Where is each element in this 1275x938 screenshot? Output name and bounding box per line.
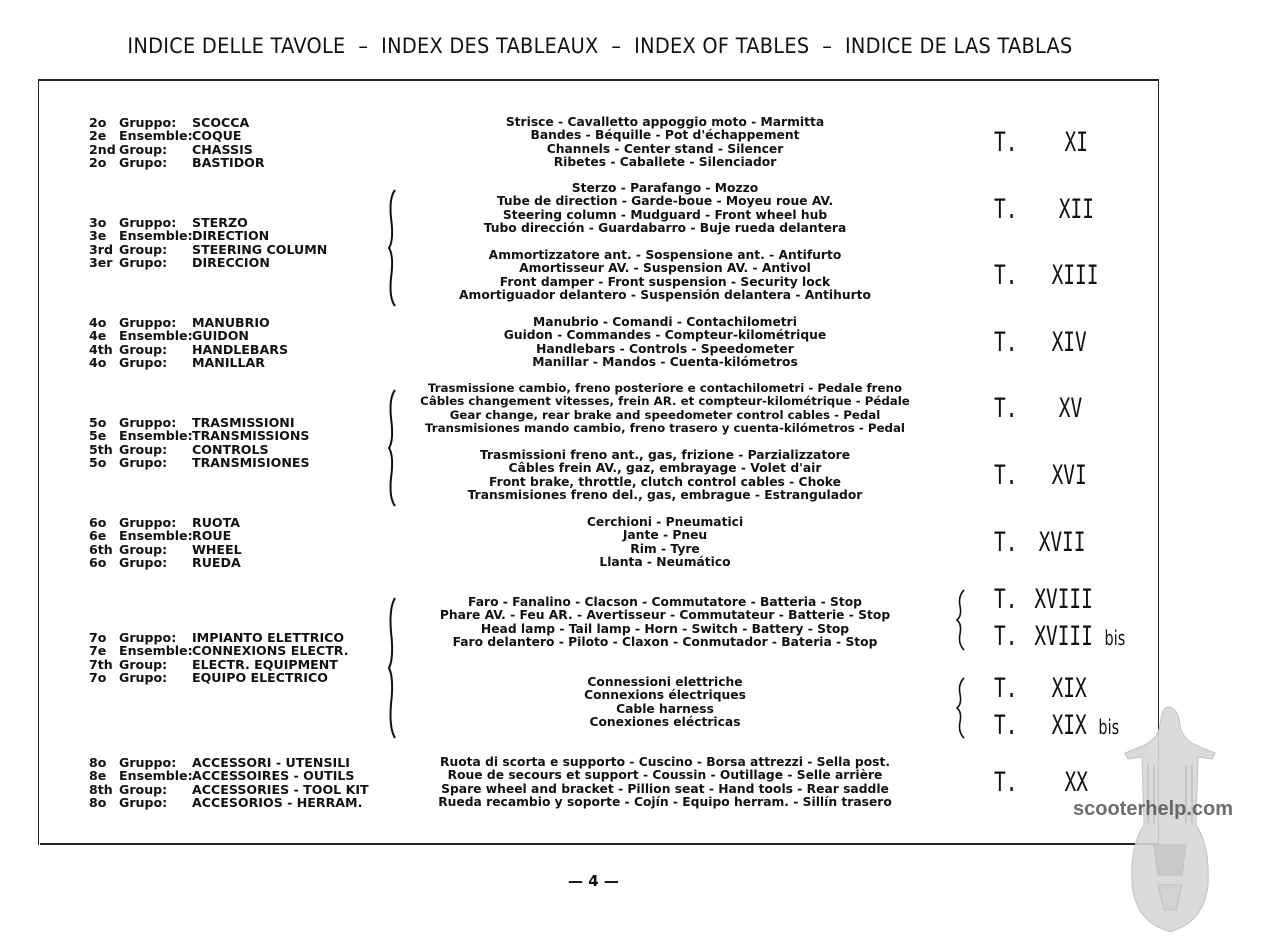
description-line: Tubo dirección - Guardabarro - Buje rueda delantera [483,221,847,236]
group-name: STEERING COLUMN [192,241,328,257]
group-name: MANUBRIO [192,315,270,330]
group-number: 6th [89,541,113,557]
group-label: Gruppo: [119,215,177,230]
table-suffix: bis [1104,626,1126,650]
group-number: 7e [89,643,107,659]
group-number: 4o [89,355,107,371]
group-name: CHASSIS [192,141,253,157]
group-label: Group: [119,656,168,672]
description-line: Ribetes - Caballete - Silenciador [553,155,777,170]
table-numeral: XI [1064,127,1088,158]
group-name: RUOTA [192,515,240,530]
group-label: Gruppo: [119,630,177,645]
description-line: Transmisiones freno del., gas, embrague - Estrangulador [467,488,863,503]
group-number: 8o [89,755,107,770]
description-block [400,756,930,810]
description-line: Manubrio - Comandi - Contachilometri [533,315,797,329]
description-line: Spare wheel and bracket - Pillion seat - Hand tools - Rear saddle [441,781,889,796]
description-line: Gear change, rear brake and speedometer control cables - Pedal [449,407,881,422]
group-name: ACCESSORI - UTENSILI [192,755,350,770]
group-label: Ensemble: [119,768,193,784]
description-line: Faro - Fanalino - Clacson - Commutatore - Batteria - Stop [468,595,862,609]
group-label: Grupo: [119,670,168,686]
description-line: Trasmissione cambio, freno posteriore e contachilometri - Pedale freno [427,381,903,395]
description-line: Amortisseur AV. - Suspension AV. - Antivol [519,261,811,276]
description-line: Jante - Pneu [622,528,708,543]
table-brace [954,676,968,740]
group-number: 3e [89,228,107,244]
group-7 [89,631,349,685]
group-label: Ensemble: [119,128,193,144]
table-prefix: T. [994,127,1018,158]
description-line: Connexions électriques [584,688,746,703]
group-label: Grupo: [119,355,168,371]
description-line: Phare AV. - Feu AR. - Avertisseur - Commutateur - Batterie - Stop [439,608,891,623]
page-number: — 4 — [568,872,619,890]
description-line: Head lamp - Tail lamp - Horn - Switch - Battery - Stop [480,621,850,636]
group-label: Gruppo: [119,415,177,430]
table-numeral: XIX [1051,673,1087,704]
group-label: Grupo: [119,795,168,811]
description-line: Front damper - Front suspension - Security lock [499,274,831,289]
description-line: Manillar - Mandos - Cuenta-kilómetros [532,355,798,370]
group-label: Gruppo: [119,115,177,130]
group-number: 3o [89,215,107,230]
page-title: INDICE DELLE TAVOLE – INDEX DES TABLEAUX – INDEX OF TABLES – INDICE DE LAS TABLAS [127,34,1073,58]
description-line: Câbles changement vitesses, frein AR. et compteur-kilométrique - Pédale [420,394,910,409]
group-number: 3er [89,255,113,271]
group-number: 4th [89,341,113,357]
description-line: Handlebars - Controls - Speedometer [536,341,794,356]
group-label: Ensemble: [119,328,193,344]
group-number: 7o [89,630,107,645]
table-prefix: T. [994,710,1018,741]
table-ref-xvii[interactable] [994,528,1085,558]
group-number: 7o [89,670,107,686]
group-label: Grupo: [119,455,168,471]
table-ref-xix[interactable] [994,674,1087,704]
description-line: Roue de secours et support - Coussin - Outillage - Selle arrière [447,768,883,783]
group-name: DIRECTION [192,228,270,244]
table-prefix: T. [994,327,1018,358]
group-label: Group: [119,141,168,157]
group-name: BASTIDOR [192,155,265,171]
group-number: 8e [89,768,107,784]
group-6 [89,516,242,570]
group-number: 7th [89,656,113,672]
group-number: 2e [89,128,107,144]
description-line: Trasmissioni freno ant., gas, frizione - Parzializzatore [479,448,851,462]
group-label: Ensemble: [119,643,193,659]
group-label: Group: [119,241,168,257]
group-name: TRANSMISSIONS [192,428,310,444]
table-numeral: XII [1058,194,1094,225]
group-name: CONNEXIONS ELECTR. [192,643,349,659]
group-name: TRASMISSIONI [192,415,295,430]
group-5 [89,416,310,470]
description-line: Rim - Tyre [630,541,700,556]
group-label: Gruppo: [119,315,177,330]
table-ref-xviii-bis[interactable] [994,622,1125,653]
description-line: Ruota di scorta e supporto - Cuscino - Borsa attrezzi - Sella post. [439,755,891,769]
group-number: 4o [89,315,107,330]
table-numeral: XVIII [1034,621,1093,652]
description-line: Cerchioni - Pneumatici [586,515,744,529]
group-label: Ensemble: [119,528,193,544]
table-prefix: T. [994,584,1018,615]
table-ref-xviii[interactable] [994,585,1093,615]
group-label: Group: [119,541,168,557]
group-name: RUEDA [192,555,241,571]
table-prefix: T. [994,621,1018,652]
group-label: Ensemble: [119,428,193,444]
watermark-text: scooterhelp.com [1073,798,1234,820]
bottom-rule [40,843,1158,845]
group-number: 2o [89,155,107,171]
group-label: Group: [119,441,168,457]
group-3 [89,216,327,270]
table-numeral: XV [1058,393,1083,424]
table-numeral: XIII [1051,260,1099,291]
group-label: Grupo: [119,155,168,171]
description-block [400,249,930,303]
group-name: WHEEL [192,541,242,557]
group-name: COQUE [192,128,242,144]
group-brace [385,388,401,508]
description-line: Steering column - Mudguard - Front wheel hub [502,207,828,222]
description-block [400,516,930,570]
group-number: 5o [89,455,107,471]
group-name: MANILLAR [192,355,265,371]
description-line: Ammortizzatore ant. - Sospensione ant. - Antifurto [488,248,842,262]
group-number: 5e [89,428,107,444]
table-numeral: XIV [1051,327,1087,358]
description-block [400,116,930,170]
description-line: Llanta - Neumático [599,555,731,570]
group-name: SCOCCA [192,115,250,130]
group-name: ACCESSORIES - TOOL KIT [192,781,369,797]
description-line: Amortiguador delantero - Suspensión delantera - Antihurto [459,288,871,303]
group-label: Grupo: [119,255,168,271]
group-label: Gruppo: [119,515,177,530]
group-number: 8th [89,781,113,797]
group-name: DIRECCION [192,255,270,271]
description-line: Rueda recambio y soporte - Cojín - Equipo herram. - Sillín trasero [438,795,892,810]
group-number: 6o [89,515,107,530]
group-label: Gruppo: [119,755,177,770]
table-prefix: T. [994,527,1018,558]
group-name: EQUIPO ELECTRICO [192,670,328,686]
table-ref-xi[interactable] [994,128,1088,158]
description-line: Connessioni elettriche [587,675,743,689]
group-number: 5o [89,415,107,430]
description-line: Guidon - Commandes - Compteur-kilométrique [503,328,827,343]
group-number: 6e [89,528,107,544]
group-name: STERZO [192,215,248,230]
table-prefix: T. [994,767,1018,798]
description-block [400,316,930,370]
group-number: 2nd [89,141,116,157]
description-line: Faro delantero - Piloto - Claxon - Conmutador - Bateria - Stop [452,635,878,650]
description-line: Strisce - Cavalletto appoggio moto - Marmitta [505,115,825,129]
group-name: ROUE [192,528,232,544]
description-line: Conexiones eléctricas [589,715,741,730]
description-line: Tube de direction - Garde-boue - Moyeu roue AV. [496,194,834,209]
group-label: Grupo: [119,555,168,571]
group-name: ACCESSOIRES - OUTILS [192,768,355,784]
table-prefix: T. [994,673,1018,704]
description-block [400,182,930,236]
table-ref-xv[interactable] [994,394,1082,424]
description-line: Channels - Center stand - Silencer [546,141,784,156]
group-name: ACCESORIOS - HERRAM. [192,795,363,811]
table-ref-xiii[interactable] [994,261,1098,291]
table-prefix: T. [994,194,1018,225]
group-2 [89,116,265,170]
group-name: TRANSMISIONES [192,455,310,471]
group-number: 2o [89,115,107,130]
description-block [400,676,930,730]
description-block [400,449,930,503]
group-brace [385,596,401,740]
table-prefix: T. [994,393,1018,424]
group-brace [385,188,401,308]
description-block [400,596,930,650]
description-line: Sterzo - Parafango - Mozzo [571,181,759,195]
group-number: 5th [89,441,113,457]
group-4 [89,316,288,370]
group-number: 4e [89,328,107,344]
group-number: 3rd [89,241,113,257]
group-label: Group: [119,781,168,797]
group-label: Ensemble: [119,228,193,244]
table-numeral: XIX [1051,710,1087,741]
table-ref-xii[interactable] [994,195,1094,225]
table-brace [954,588,968,652]
description-line: Bandes - Béquille - Pot d'échappement [530,128,800,143]
group-label: Group: [119,341,168,357]
group-number: 8o [89,795,107,811]
table-ref-xix-bis[interactable] [994,711,1119,742]
table-ref-xiv[interactable] [994,328,1087,358]
group-name: GUIDON [192,328,249,344]
table-prefix: T. [994,460,1018,491]
group-name: HANDLEBARS [192,341,289,357]
description-line: Cable harness [616,701,714,716]
table-suffix: bis [1098,715,1120,739]
description-line: Câbles frein AV., gaz, embrayage - Volet d'air [508,461,822,476]
table-numeral: XVII [1038,527,1086,558]
description-line: Transmisiones mando cambio, freno trasero y cuenta-kilómetros - Pedal [425,421,905,436]
description-line: Front brake, throttle, clutch control cables - Choke [489,474,841,489]
group-name: CONTROLS [192,441,269,457]
group-number: 6o [89,555,107,571]
table-numeral: XVIII [1034,584,1093,615]
group-8 [89,756,369,810]
group-name: ELECTR. EQUIPMENT [192,656,338,672]
group-name: IMPIANTO ELETTRICO [192,630,345,645]
table-ref-xvi[interactable] [994,461,1087,491]
table-numeral: XX [1064,767,1088,798]
table-prefix: T. [994,260,1018,291]
table-ref-xx[interactable] [994,768,1088,798]
description-block [400,382,930,436]
table-numeral: XVI [1051,460,1087,491]
